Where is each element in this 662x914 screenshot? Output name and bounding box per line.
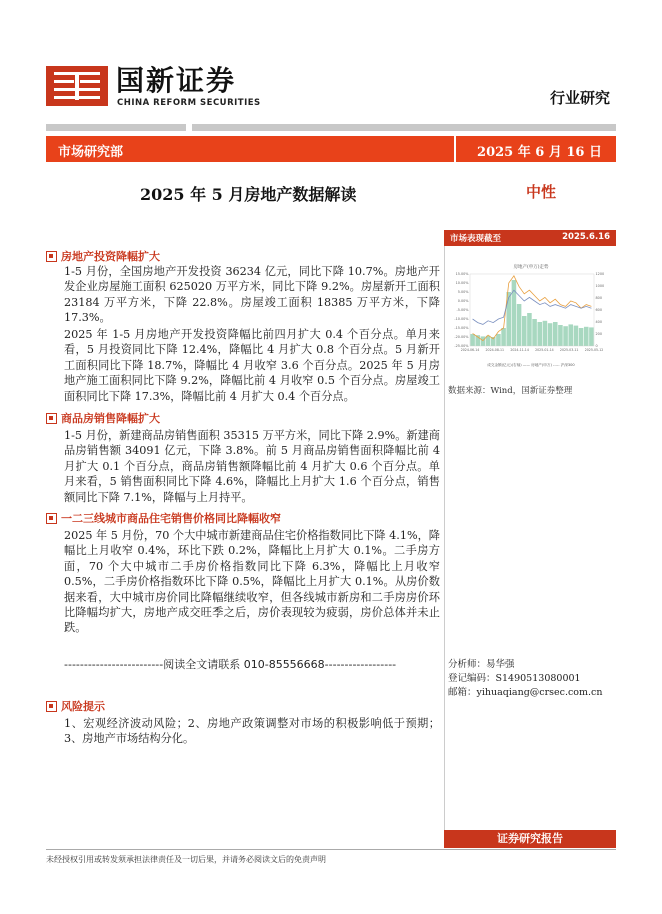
y2-tick-label: 1000 — [595, 284, 605, 289]
header-divider-right — [192, 124, 616, 131]
sidebar-divider — [444, 246, 445, 830]
x-tick-label: 2024-06-14 — [460, 348, 480, 352]
volume-bar — [579, 328, 584, 346]
y2-tick-label: 200 — [595, 332, 602, 337]
paragraph-investment-1: 1-5 月份，全国房地产开发投资 36234 亿元，同比下降 10.7%。房地产开发企业房屋施工面积 625020 万平方米，同比下降 9.2%。房屋新开工面积 23184 万平方米，下降 22.8%。房屋竣工面积 18385 万平方米，下降 17.3%。 — [64, 265, 440, 325]
department-band — [46, 136, 616, 162]
document-type: 行业研究 — [549, 89, 610, 107]
section-heading-risk: 风险提示 — [46, 698, 105, 714]
volume-bar — [558, 325, 563, 346]
report-date: 2025 年 6 月 16 日 — [477, 145, 602, 160]
contact-line: -------------------------阅读全文请联系 010-85556668------------------ — [64, 658, 397, 671]
series-line — [473, 290, 592, 324]
series-line — [473, 276, 592, 341]
volume-bar — [481, 336, 486, 346]
volume-bar — [553, 322, 558, 346]
y-tick-label: 10.00% — [455, 281, 469, 286]
company-logo — [46, 66, 108, 106]
volume-bar — [568, 324, 573, 346]
footer-divider — [46, 849, 616, 850]
y-tick-label: 15.00% — [455, 272, 469, 277]
volume-bar — [470, 334, 475, 346]
analyst-name: 分析师：易华强 — [448, 659, 515, 670]
analyst-registration: 登记编码：S1490513080001 — [448, 673, 581, 684]
x-tick-label: 2024-11-14 — [510, 348, 529, 352]
volume-bar — [527, 313, 532, 346]
paragraph-sales: 1-5 月份，新建商品房销售面积 35315 万平方米，同比下降 2.9%。新建商品房销售额 34091 亿元，下降 3.8%。前 5 月商品房销售面积降幅比前 4 月扩大 0.1 个百分点，商品房销售额降幅比前 4 月扩大 0.6 个百分点。单月来看，5 销售面积同比下降 4.6%，降幅比上月扩大 1.6 个百分点，销售额同比下降 7.1%，降幅与上月持平。 — [64, 429, 440, 504]
y2-tick-label: 600 — [595, 308, 602, 313]
volume-bar — [501, 328, 506, 346]
section-bullet-icon — [46, 513, 57, 524]
x-tick-label: 2025-03-11 — [559, 348, 579, 352]
volume-bar — [543, 321, 548, 346]
department-label: 市场研究部 — [58, 145, 124, 160]
y-tick-label: -20.00% — [454, 335, 469, 340]
x-tick-label: 2025-01-14 — [535, 348, 554, 352]
x-axis — [461, 348, 604, 352]
y2-tick-label: 800 — [595, 296, 602, 301]
y-tick-label: 0.00% — [457, 299, 469, 304]
volume-bar — [517, 304, 522, 346]
logo-text-en: CHINA REFORM SECURITIES — [117, 98, 261, 108]
rating: 中性 — [526, 183, 557, 201]
section-heading-sales: 商品房销售降幅扩大 — [46, 410, 160, 426]
analyst-email[interactable]: 邮箱：yihuaqiang@crsec.com.cn — [448, 687, 603, 698]
chart-legend: 成交金额(亿元)(右轴) —— 房地产(申万) ----- 沪深300 — [487, 363, 575, 367]
y-tick-label: -10.00% — [454, 317, 469, 322]
perf-date: 2025.6.16 — [562, 232, 610, 242]
market-chart — [448, 260, 614, 370]
x-tick-label: 2024-08-11 — [485, 348, 505, 352]
paragraph-prices: 2025 年 5 月份，70 个大中城市新建商品住宅价格指数同比下降 4.1%，降幅比上月收窄 0.4%，环比下跌 0.2%，降幅比上月扩大 0.1%。二手房方面，70 个大中城市二手房价格指数同比下降 6.3%，降幅比上月收窄 0.5%，二手房价格指数环比下降 0.5%，降幅比上月扩大 0.1%。从房价数据来看，大中城市房价同比降幅继续收窄，但各线城市新房和二手房房价环比降幅均扩大，房地产成交旺季之后，房价表现较为疲弱，房价总体并未止跌。 — [64, 529, 440, 635]
y-axis-left — [454, 272, 469, 348]
section-bullet-icon — [46, 413, 57, 424]
disclaimer-footer: 未经授权引用或转发须承担法律责任及一切后果，并请务必阅读文后的免责声明 — [46, 855, 326, 864]
data-source: 数据来源：Wind，国新证券整理 — [448, 386, 573, 396]
y-tick-label: -5.00% — [456, 308, 469, 313]
volume-bar — [563, 326, 568, 346]
y2-tick-label: 400 — [595, 320, 602, 325]
x-tick-label: 2025-05-12 — [584, 348, 604, 352]
chart-title: 房地产(申万)走势 — [513, 265, 549, 270]
volume-bar — [548, 323, 553, 346]
volume-bar — [589, 327, 594, 346]
section-heading-prices: 一二三线城市商品住宅销售价格同比降幅收窄 — [46, 510, 281, 526]
paragraph-risk: 1、宏观经济波动风险；2、房地产政策调整对市场的积极影响低于预期；3、房地产市场结构分化。 — [64, 717, 440, 746]
y-tick-label: -25.00% — [454, 344, 469, 349]
y2-tick-label: 1200 — [595, 272, 605, 277]
report-title: 2025 年 5 月房地产数据解读 — [140, 185, 357, 204]
logo-text-cn: 国新证券 — [116, 64, 237, 97]
volume-bar — [574, 326, 579, 346]
volume-bar — [532, 319, 537, 346]
y-axis-right — [596, 272, 605, 348]
section-heading-investment: 房地产投资降幅扩大 — [46, 248, 160, 264]
y-tick-label: 5.00% — [457, 290, 469, 295]
market-performance-header — [444, 230, 616, 246]
volume-bar — [522, 316, 527, 346]
paragraph-investment-2: 2025 年 1-5 月房地产开发投资降幅比前四月扩大 0.4 个百分点。单月来看，5 月投资同比下降 12.4%，降幅比 4 月扩大 0.8 个百分点。5 月新开工面积同比下降 18.7%，降幅比 4 月收窄 3.6 个百分点。2025 年 5 月房地产施工面积同比下降 9.2%，降幅比前 4 月收窄 0.5 个百分点。房屋竣工面积同比下降 17.3%，降幅比前 4 月扩大 0.4 个百分点。 — [64, 328, 440, 403]
y2-tick-label: 0 — [595, 344, 598, 349]
header-divider-left — [46, 124, 186, 131]
volume-bar — [496, 334, 501, 346]
volume-bar — [537, 322, 542, 346]
section-bullet-icon — [46, 251, 57, 262]
y-tick-label: -15.00% — [454, 326, 469, 331]
volume-bar — [584, 327, 589, 346]
perf-label: 市场表现截至 — [450, 234, 502, 244]
section-bullet-icon — [46, 701, 57, 712]
report-label: 证券研究报告 — [444, 830, 616, 848]
